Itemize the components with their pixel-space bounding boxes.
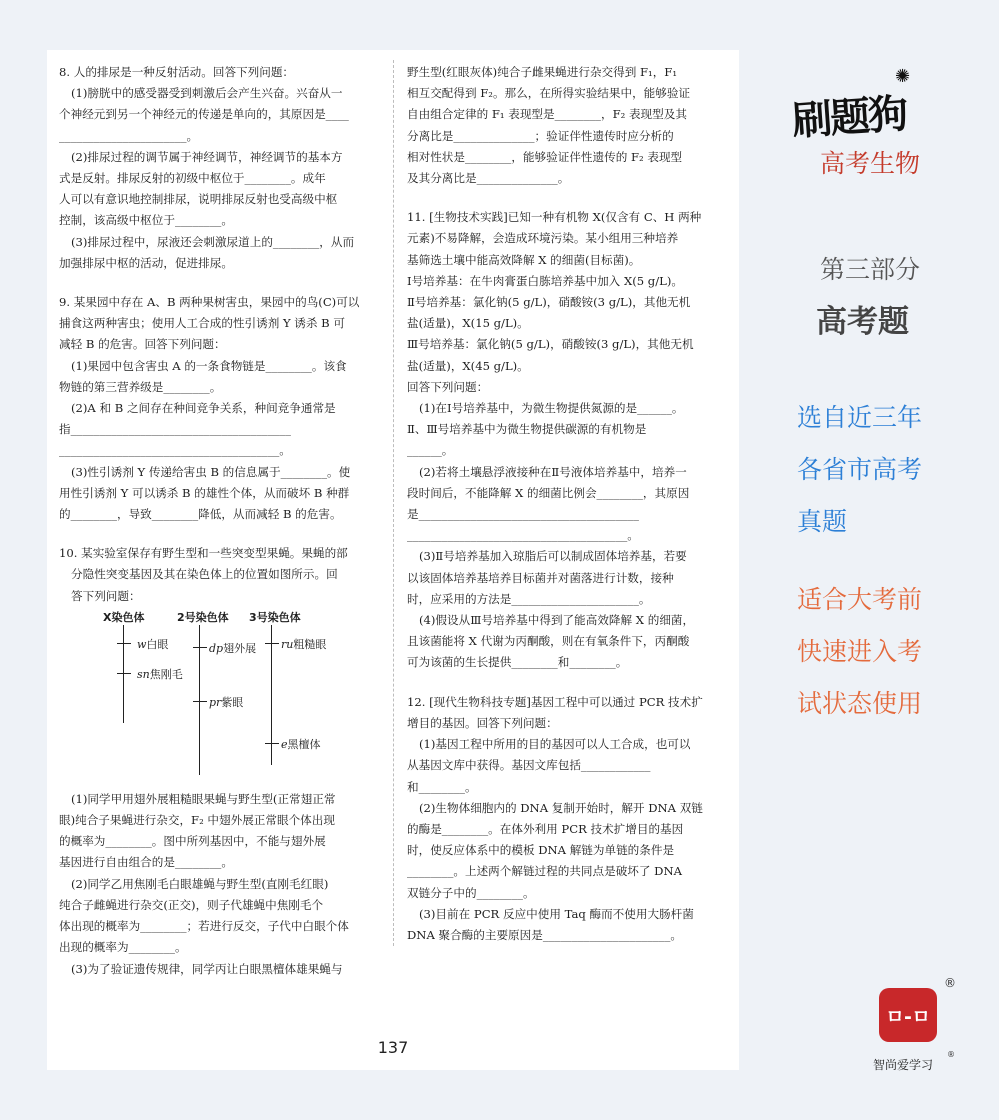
gene-tick: [117, 643, 131, 644]
source-note-line: 各省市高考: [797, 455, 923, 484]
question-line: Ⅱ、Ⅲ号培养基中为微生物提供碳源的有机物是: [407, 422, 647, 437]
question-line: (2)若将土壤悬浮液接种在Ⅱ号液体培养基中，培养一: [419, 464, 687, 479]
question-line: Ⅰ号培养基：在牛肉膏蛋白胨培养基中加入 X(5 g/L)。: [407, 273, 683, 288]
question-line: 时，应采用的方法是______________________。: [407, 591, 651, 606]
question-line: 盐(适量)，X(15 g/L)。: [407, 316, 529, 331]
question-block: [59, 292, 381, 525]
question-line: (4)假设从Ⅲ号培养基中得到了能高效降解 X 的细菌，: [419, 613, 695, 628]
question-line: 纯合子雌蝇进行杂交(正交)，则子代雄蝇中焦刚毛个: [59, 897, 324, 912]
gene-pr-label: pr紫眼: [209, 695, 244, 709]
brand-name: 智尚爱学习: [873, 1058, 934, 1072]
question-line: 段时间后，不能降解 X 的细菌比例会________，其原因: [407, 485, 690, 500]
question-10: [59, 543, 381, 979]
question-line: DNA 聚合酶的主要原因是______________________。: [407, 927, 682, 942]
question-line: 盐(适量)，X(45 g/L)。: [407, 358, 529, 373]
question-line: ________。上述两个解链过程的共同点是破坏了 DNA: [407, 864, 682, 879]
question-line: 人可以有意识地控制排尿，说明排尿反射也受高级中枢: [59, 192, 338, 207]
page-number: 137: [377, 1038, 409, 1057]
question-line: 基因进行自由组合的是________。: [59, 855, 233, 870]
question-line: (3)目前在 PCR 反应中使用 Taq 酶而不使用大肠杆菌: [419, 906, 694, 921]
question-line: 增目的基因。回答下列问题：: [407, 715, 558, 730]
question-line: 以该固体培养基培养目标菌并对菌落进行计数，接种: [407, 570, 674, 585]
question-line: 双链分子中的________。: [407, 885, 535, 900]
question-line: 的概率为________。图中所列基因中，不能与翅外展: [59, 834, 326, 849]
source-note: [797, 392, 922, 548]
question-line: 相对性状是________，能够验证伴性遗传的 F₂ 表现型: [407, 149, 683, 164]
question-line: (1)在Ⅰ号培养基中，为微生物提供氮源的是______。: [419, 401, 684, 416]
question-line: 捕食这两种害虫；使用人工合成的性引诱剂 Y 诱杀 B 可: [59, 316, 345, 331]
question-line: 的________，导致________降低，从而减轻 B 的危害。: [59, 507, 342, 522]
question-line: (1)果园中包含害虫 A 的一条食物链是________。该食: [71, 358, 347, 373]
question-line: (1)同学甲用翅外展粗糙眼果蝇与野生型(正常翅正常: [71, 791, 336, 806]
sidebar: [760, 0, 999, 1120]
question-line: 野生型(红眼灰体)纯合子雌果蝇进行杂交得到 F₁，F₁: [407, 65, 677, 79]
question-line: 从基因文库中获得。基因文库包括____________: [407, 758, 651, 773]
question-line: 减轻 B 的危害。回答下列问题：: [59, 337, 226, 352]
question-line: (2)排尿过程的调节属于神经调节，神经调节的基本方: [71, 149, 343, 164]
question-line: 用性引诱剂 Y 可以诱杀 B 的雄性个体，从而破坏 B 种群: [59, 485, 350, 500]
question-line: 式是反射。排尿反射的初级中枢位于________。成年: [59, 171, 326, 186]
question-line: 眼)纯合子果蝇进行杂交，F₂ 中翅外展正常眼个体出现: [59, 813, 335, 828]
gene-dp-label: dp翅外展: [209, 641, 257, 655]
registered-mark-small: ®: [947, 1050, 955, 1059]
question-line: 回答下列问题：: [407, 379, 489, 394]
question-line: (1)基因工程中所用的目的基因可以人工合成，也可以: [419, 737, 691, 752]
question-line: 时，使反应体系中的模板 DNA 解链为单链的条件是: [407, 843, 675, 858]
question-line: 元素)不易降解，会造成环境污染。某小组用三种培养: [407, 231, 679, 246]
question-line: 指______________________________________: [59, 422, 291, 437]
left-column: [59, 62, 381, 998]
question-line: (2)同学乙用焦刚毛白眼雄蝇与野生型(直刚毛红眼): [71, 876, 329, 891]
question-line: ______。: [407, 443, 454, 458]
question-line: ______________________________________。: [407, 528, 639, 543]
question-line: 8. 人的排尿是一种反射活动。回答下列问题：: [59, 65, 295, 79]
question-line: Ⅲ号培养基：氯化钠(5 g/L)，硝酸铵(3 g/L)，其他无机: [407, 337, 694, 352]
question-line: 及其分离比是______________。: [407, 171, 570, 186]
question-line: (1)膀胱中的感受器受到刺激后会产生兴奋。兴奋从一: [71, 86, 343, 101]
column-divider: [393, 60, 394, 946]
question-line: 分隐性突变基因及其在染色体上的位置如图所示。回: [71, 567, 338, 582]
part-label: 第三部分: [820, 255, 921, 284]
question-line: 是______________________________________: [407, 507, 639, 522]
question-line: (3)性引诱剂 Y 传递给害虫 B 的信息属于________。使: [71, 464, 351, 479]
question-line: 答下列问题：: [71, 588, 141, 603]
question-line: 11. [生物技术实践]已知一种有机物 X(仅含有 C、H 两种: [407, 210, 702, 225]
question-block: [407, 207, 729, 673]
question-line: ______________________。: [59, 128, 199, 143]
question-block: [407, 692, 729, 946]
question-line: 10. 某实验室保存有野生型和一些突变型果蝇。果蝇的部: [59, 546, 348, 561]
gene-w-label: w白眼: [137, 637, 169, 651]
logo-burst-icon: ✺: [895, 66, 911, 87]
source-note-line: 选自近三年: [797, 403, 923, 432]
question-block: [59, 62, 381, 274]
gene-tick: [117, 673, 131, 674]
question-line: (2)A 和 B 之间存在种间竞争关系，种间竞争通常是: [71, 401, 336, 416]
brand-glasses-icon: ㅁ-ㅁ: [879, 988, 937, 1042]
question-line: 12. [现代生物科技专题]基因工程中可以通过 PCR 技术扩: [407, 694, 703, 709]
gene-tick: [265, 743, 279, 744]
usage-note: [797, 574, 922, 730]
right-column: [407, 62, 729, 964]
gene-tick: [265, 643, 279, 644]
chromosome-diagram: [59, 607, 381, 785]
question-line: 且该菌能将 X 代谢为丙酮酸，则在有氧条件下，丙酮酸: [407, 634, 690, 649]
question-line: 控制，该高级中枢位于________。: [59, 213, 233, 228]
question-line: 分离比是______________；验证伴性遗传时应分析的: [407, 128, 674, 143]
question-line: ______________________________________。: [59, 443, 291, 458]
x-chromosome-title: X染色体: [103, 610, 145, 624]
question-line: 加强排尿中枢的活动，促进排尿。: [59, 255, 233, 270]
chromosome-3-line: [271, 625, 272, 765]
brand-logo: 刷题狗: [790, 91, 908, 145]
question-line: 相互交配得到 F₂。那么，在所得实验结果中，能够验证: [407, 86, 691, 101]
question-line: 体出现的概率为________；若进行反交，子代中白眼个体: [59, 919, 349, 934]
registered-mark: ®: [944, 976, 956, 990]
question-line: 出现的概率为________。: [59, 940, 187, 955]
question-line: (2)生物体细胞内的 DNA 复制开始时，解开 DNA 双链: [419, 800, 703, 815]
question-line: 物链的第三营养级是________。: [59, 379, 222, 394]
source-note-line: 真题: [797, 507, 848, 536]
question-line: (3)为了验证遗传规律，同学丙让白眼黑檀体雄果蝇与: [71, 961, 343, 976]
question-line: 基筛选土壤中能高效降解 X 的细菌(目标菌)。: [407, 252, 641, 267]
question-line: (3)Ⅱ号培养基加入琼脂后可以制成固体培养基，若要: [419, 549, 687, 564]
gene-tick: [193, 647, 207, 648]
question-line: 和________。: [407, 779, 477, 794]
usage-note-line: 快速进入考: [797, 637, 923, 666]
question-line: 自由组合定律的 F₁ 表现型是________，F₂ 表现型及其: [407, 107, 687, 122]
usage-note-line: 适合大考前: [797, 585, 923, 614]
x-chromosome-line: [123, 625, 124, 723]
question-line: Ⅱ号培养基：氯化钠(5 g/L)，硝酸铵(3 g/L)，其他无机: [407, 295, 691, 310]
gene-tick: [193, 701, 207, 702]
gene-e-label: e黑檀体: [281, 737, 321, 751]
question-line: (3)排尿过程中，尿液还会刺激尿道上的________，从而: [71, 234, 355, 249]
question-block: [407, 62, 729, 189]
question-line: 的酶是________。在体外利用 PCR 技术扩增目的基因: [407, 821, 684, 836]
usage-note-line: 试状态使用: [797, 689, 923, 718]
gene-sn-label: sn焦刚毛: [137, 667, 183, 681]
gene-ru-label: ru粗糙眼: [281, 637, 327, 651]
question-line: 9. 某果园中存在 A、B 两种果树害虫，果园中的鸟(C)可以: [59, 295, 360, 310]
part-subtitle: 高考题: [816, 304, 909, 340]
question-line: 可为该菌的生长提供________和________。: [407, 655, 628, 670]
chromosome-2-title: 2号染色体: [177, 610, 229, 624]
exam-page: [47, 50, 739, 1070]
question-line: 个神经元到另一个神经元的传递是单向的，其原因是____: [59, 107, 349, 122]
chromosome-3-title: 3号染色体: [249, 610, 301, 624]
subject-title: 高考生物: [820, 149, 921, 178]
